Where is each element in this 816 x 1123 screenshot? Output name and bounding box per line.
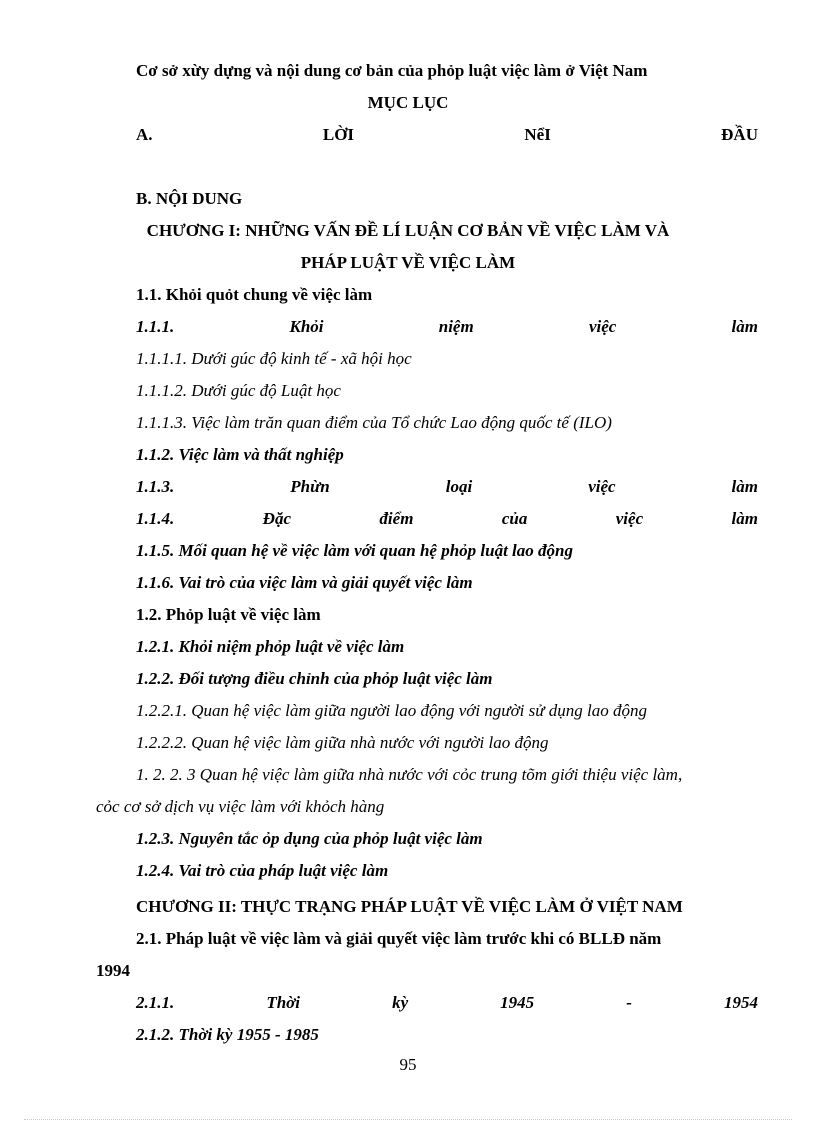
toc-word: của [501, 509, 528, 528]
toc-2-1-line-2: 1994 [96, 961, 130, 980]
chapter-1-title-line-2: PHÁP LUẬT VỀ VIỆC LÀM [300, 253, 516, 272]
toc-1-1-1-1: 1.1.1.1. Dưới gúc độ kinh tế - xã hội học [136, 349, 412, 368]
chapter-1-title-line-1: CHƯƠNG I: NHỮNG VẤN ĐỀ LÍ LUẬN CƠ BẢN VỀ VIỆC LÀM VÀ [146, 221, 670, 240]
toc-word: việc [588, 477, 616, 496]
toc-1-1-1 [136, 316, 758, 338]
toc-1-1-3 [136, 476, 758, 498]
toc-word: kỳ [392, 993, 409, 1012]
toc-word: 1945 [500, 993, 535, 1012]
toc-1-1: 1.1. Khỏi quỏt chung về việc làm [136, 285, 373, 304]
chapter-2-title: CHƯƠNG II: THỰC TRẠNG PHÁP LUẬT VỀ VIỆC LÀM Ở VIỆT NAM [136, 897, 683, 916]
toc-1-2-2-1: 1.2.2.1. Quan hệ việc làm giữa người lao động với người sử dụng lao động [136, 701, 647, 720]
toc-word: NểI [524, 125, 551, 144]
toc-word: ĐẦU [721, 125, 758, 144]
toc-1-1-2: 1.1.2. Việc làm và thất nghiệp [136, 445, 344, 464]
toc-section-a [136, 124, 758, 146]
toc-word: Khỏi [289, 317, 324, 336]
toc-2-1-line-1: 2.1. Pháp luật về việc làm và giải quyết việc làm trước khi có BLLĐ năm [136, 929, 662, 948]
toc-word: Đặc [262, 509, 291, 528]
toc-word: niệm [438, 317, 474, 336]
toc-word: 1.1.3. [136, 477, 175, 496]
toc-word: A. [136, 125, 153, 144]
toc-1-2-2-3-line-2: cỏc cơ sở dịch vụ việc làm với khỏch hàng [96, 797, 385, 816]
toc-2-1-2: 2.1.2. Thời kỳ 1955 - 1985 [136, 1025, 319, 1044]
page-bottom-divider [24, 1119, 792, 1120]
toc-word: làm [731, 477, 758, 496]
toc-1-2-2: 1.2.2. Đối tượng điều chỉnh của phỏp luật việc làm [136, 669, 493, 688]
toc-1-1-1-2: 1.1.1.2. Dưới gúc độ Luật học [136, 381, 341, 400]
toc-word: làm [731, 317, 758, 336]
toc-word: 1.1.4. [136, 509, 175, 528]
toc-word: Phừn [290, 477, 330, 496]
toc-word: việc [615, 509, 644, 528]
toc-word: làm [731, 509, 758, 528]
toc-2-1-1 [136, 992, 758, 1014]
toc-word: điểm [379, 509, 414, 528]
toc-1-2-2-2: 1.2.2.2. Quan hệ việc làm giữa nhà nước với người lao động [136, 733, 549, 752]
toc-1-2-3: 1.2.3. Nguyên tắc ỏp dụng của phỏp luật việc làm [136, 829, 483, 848]
toc-1-1-6: 1.1.6. Vai trò của việc làm và giải quyết việc làm [136, 573, 473, 592]
toc-word: việc [588, 317, 617, 336]
page-number: 95 [399, 1055, 417, 1074]
toc-word: 2.1.1. [136, 993, 175, 1012]
toc-1-2-2-3-line-1: 1. 2. 2. 3 Quan hệ việc làm giữa nhà nước với cỏc trung tõm giới thiệu việc làm, [136, 765, 683, 784]
toc-1-1-5: 1.1.5. Mối quan hệ về việc làm với quan hệ phỏp luật lao động [136, 541, 573, 560]
toc-1-2: 1.2. Phỏp luật về việc làm [136, 605, 321, 624]
toc-word: 1.1.1. [136, 317, 175, 336]
toc-1-1-4 [136, 508, 758, 530]
toc-word: loại [445, 477, 473, 496]
toc-word: Thời [266, 993, 300, 1012]
toc-1-2-1: 1.2.1. Khỏi niệm phỏp luật về việc làm [136, 637, 405, 656]
toc-word: - [626, 993, 632, 1012]
toc-section-b: B. NỘI DUNG [136, 189, 243, 208]
toc-word: LỜI [322, 125, 355, 144]
toc-title: MỤC LỤC [367, 93, 449, 112]
toc-word: 1954 [723, 993, 758, 1012]
toc-1-1-1-3: 1.1.1.3. Việc làm trăn quan điểm của Tổ chức Lao động quốc tế (ILO) [136, 413, 612, 432]
toc-1-2-4: 1.2.4. Vai trò của pháp luật việc làm [136, 861, 389, 880]
document-header: Cơ sở xừy dựng và nội dung cơ bản của phỏp luật việc làm ở Việt Nam [136, 61, 648, 80]
